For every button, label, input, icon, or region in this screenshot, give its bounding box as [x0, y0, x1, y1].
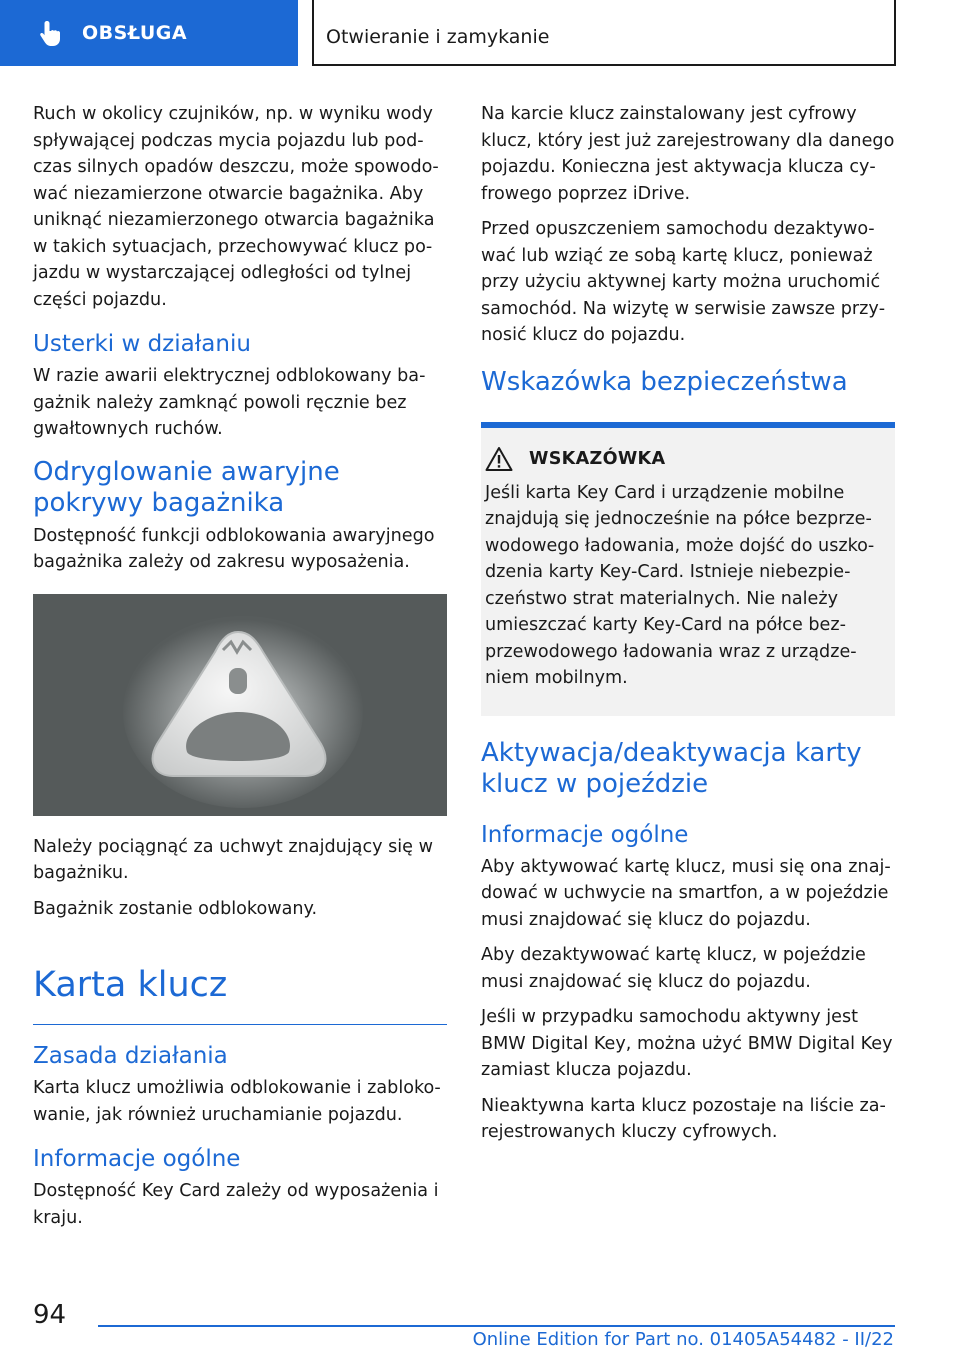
- heading-key-card: Karta klucz: [33, 964, 447, 1025]
- pull-handle-paragraph: Należy pociągnąć za uchwyt znajdujący się w bagażniku.: [33, 836, 433, 883]
- activate-paragraph: Aby aktywować kartę klucz, musi się ona znajdować w uchwycie na smartfon, a w pojeździe musi znajdować się klucz do pojazdu.: [481, 856, 891, 930]
- warning-header: [481, 446, 895, 472]
- edition-link[interactable]: Online Edition for Part no. 01405A54482 - II/22: [472, 1329, 894, 1350]
- warning-title: WSKAZÓWKA: [529, 448, 666, 469]
- deactivate-card-paragraph: Aby dezaktywować kartę klucz, w pojeździe musi znajdować się klucz do pojazdu.: [481, 945, 866, 992]
- principle-paragraph: Karta klucz umożliwia odblokowanie i zablokowanie, jak również uruchamianie pojazdu.: [33, 1078, 441, 1125]
- chapter-title: Otwieranie i zamykanie: [326, 26, 550, 48]
- malfunction-paragraph: W razie awarii elektrycznej odblokowany bagażnik należy zamknąć powoli ręcznie bez gwałtownych ruchów.: [33, 366, 426, 439]
- heading-principle: Zasada działania: [33, 1043, 228, 1069]
- emergency-paragraph: Dostępność funkcji odblokowania awaryjnego bagażnika zależy od zakresu wyposażenia.: [33, 525, 435, 572]
- deactivate-paragraph: Przed opuszczeniem samochodu dezaktywować lub wziąć ze sobą kartę klucz, ponieważ przy użyciu aktywnej karty można uruchomić samochód. Na wizytę w serwisie zawsze przynosić klucz do pojazdu.: [481, 219, 886, 345]
- intro-paragraph: Ruch w okolicy czujników, np. w wyniku wody spływającej podczas mycia pojazdu lub podczas silnych opadów deszczu, może spowodować niezamierzone otwarcie bagażnika. Aby uniknąć niezamierzonego otwarcia bagażnika w takich sytuacjach, przechowywać klucz pojazdu w wystarczającej odległości od tylnej części pojazdu.: [33, 104, 439, 310]
- digital-key-paragraph: Na karcie klucz zainstalowany jest cyfrowy klucz, który jest już zarejestrowany dla danego pojazdu. Konieczna jest aktywacja klucza cyfrowego poprzez iDrive.: [481, 104, 895, 204]
- footer-rule: [98, 1325, 895, 1327]
- warning-box: [481, 428, 895, 716]
- hand-pointer-icon: [36, 18, 66, 48]
- inactive-card-paragraph: Nieaktywna karta klucz pozostaje na liście zarejestrowanych kluczy cyfrowych.: [481, 1095, 886, 1142]
- section-label: OBSŁUGA: [82, 22, 188, 44]
- trunk-handle-photo: [33, 594, 447, 816]
- warning-body: [481, 480, 895, 692]
- heading-general-info-right: Informacje ogólne: [481, 821, 689, 848]
- warning-text: Jeśli karta Key Card i urządzenie mobilne znajdują się jednocześnie na półce bezprzewodowego ładowania, może dojść do uszkodzenia karty Key-Card. Istnieje niebezpieczeństwo strat materialnych. Nie należy umieszczać karty Key-Card na półce bezprzewodowego ładowania wraz z urządzeniem mobilnym.: [485, 482, 875, 688]
- heading-activation: Aktywacja/deaktywacja karty klucz w pojeździe: [481, 737, 862, 799]
- digital-key-alt-paragraph: Jeśli w przypadku samochodu aktywny jest BMW Digital Key, można użyć BMW Digital Key zamiast klucza pojazdu.: [481, 1007, 893, 1080]
- heading-emergency-release: Odryglowanie awaryjne pokrywy bagażnika: [33, 456, 340, 518]
- right-column: [481, 101, 895, 1155]
- section-tab: [0, 0, 298, 66]
- unlocked-paragraph: Bagażnik zostanie odblokowany.: [33, 898, 318, 919]
- left-column: [33, 101, 447, 1240]
- general-paragraph-left: Dostępność Key Card zależy od wyposażenia i kraju.: [33, 1181, 439, 1228]
- page-number: 94: [33, 1300, 67, 1330]
- heading-malfunction: Usterki w działaniu: [33, 331, 251, 357]
- heading-general-info-left: Informacje ogólne: [33, 1146, 241, 1172]
- heading-safety-note: Wskazówka bezpieczeństwa: [481, 366, 848, 397]
- warning-triangle-icon: [485, 446, 513, 472]
